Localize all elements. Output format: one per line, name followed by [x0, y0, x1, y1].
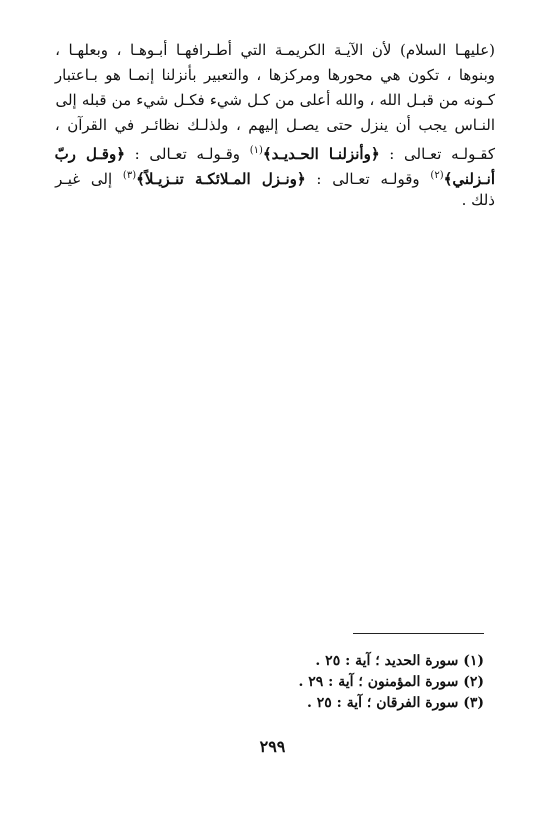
- text-line: [55, 138, 495, 163]
- quran-quote: ﴿ونـزل المـلائكـة تنـزيـلاً﴾: [136, 170, 306, 188]
- main-text: [55, 38, 495, 213]
- text-line: كـونه من قبـل الله ، والله أعلى من كـل شيء فكـل شيء من قبله إلى: [55, 91, 495, 109]
- footnote-ref: (٢): [430, 170, 444, 181]
- text-line: النـاس يجب أن ينزل حتى يصـل إليهم ، ولذلـك نظائـر في القرآن ،: [54, 116, 495, 134]
- footnote-divider: [353, 633, 484, 634]
- text-run: إلى غيـر: [55, 170, 123, 188]
- quran-quote: أنـزلني﴾: [443, 170, 495, 188]
- quran-quote: ﴿وأنزلنـا الحـديـد﴾: [262, 145, 380, 163]
- footnote-item: (٣) سورة الفرقان ؛ آية : ٢٥ .: [307, 695, 484, 711]
- text-run: وقولـه تعـالى :: [305, 170, 431, 188]
- footnote-item: (١) سورة الحديد ؛ آية : ٢٥ .: [315, 653, 484, 669]
- text-run: كقـولـه تعـالى :: [379, 145, 495, 163]
- footnote-ref: (٣): [122, 170, 137, 181]
- footnote-item: (٢) سورة المؤمنون ؛ آية : ٢٩ .: [298, 674, 484, 690]
- text-line: ذلك .: [461, 191, 495, 209]
- page-number: ٢٩٩: [259, 737, 286, 756]
- text-run: وقـولـه تعـالى :: [125, 145, 250, 163]
- quran-quote: ﴿وقـل ربّ: [54, 145, 125, 163]
- text-line: (عليهـا السلام) لأن الآيـة الكريمـة التي أطـرافهـا أبـوهـا ، وبعلهـا ،: [55, 41, 495, 59]
- text-line: وبنوها ، تكون هي محورها ومركزها ، والتعبير بأنزلنا إنمـا هو بـاعتبار: [54, 66, 495, 84]
- footnotes: [184, 651, 484, 714]
- footnote-ref: (١): [249, 145, 263, 156]
- text-line: [55, 163, 495, 188]
